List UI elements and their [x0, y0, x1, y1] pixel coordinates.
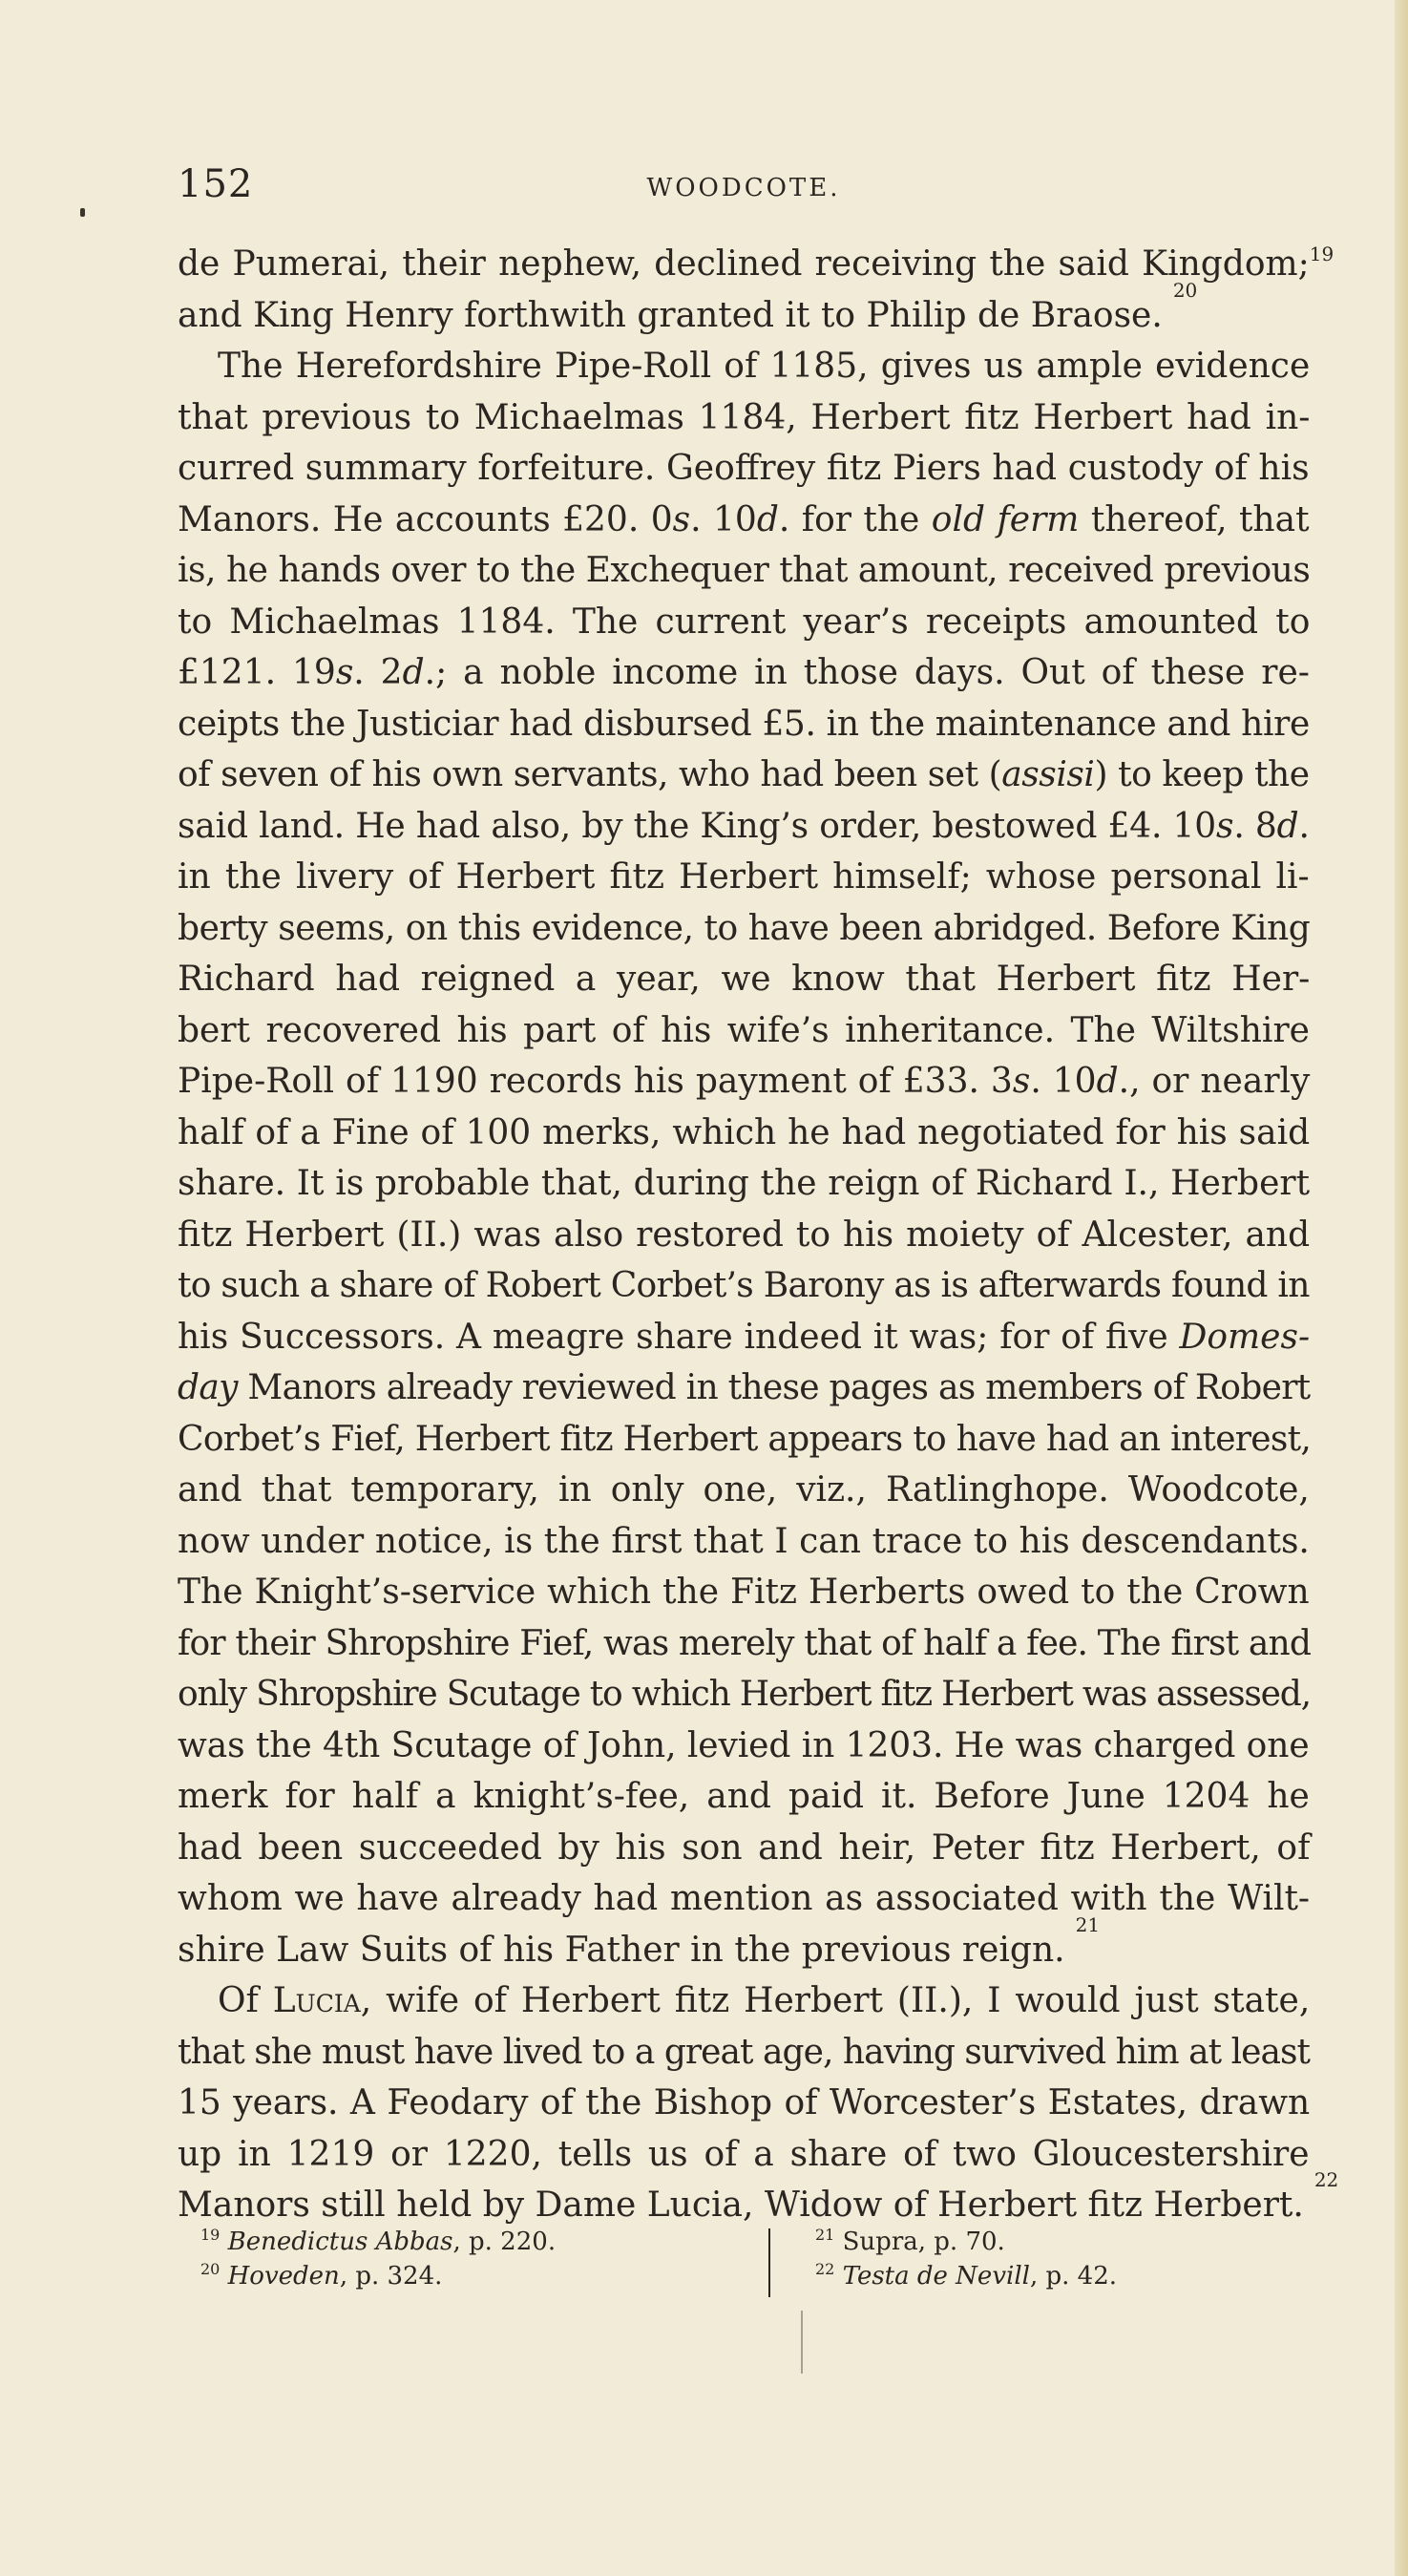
text-line: and King Henry forthwith granted it to Philip de Braose. 20 — [178, 278, 1198, 335]
text-line: half of a Fine of 100 merks, which he had negotiated for his said — [178, 1112, 1311, 1152]
text-line: berty seems, on this evidence, to have been abridged. Before King — [178, 908, 1311, 948]
text-line: share. It is probable that, during the reign of Richard I., Herbert — [178, 1164, 1311, 1203]
text-line: day Manors already reviewed in these pages as members of Robert — [178, 1368, 1311, 1407]
text-line: in the livery of Herbert fitz Herbert himself; whose personal li- — [178, 857, 1310, 897]
text-line: merk for half a knight’s-fee, and paid it. Before June 1204 he — [178, 1777, 1310, 1816]
text-line: £121. 19s. 2d.; a noble income in those days. Out of these re- — [178, 653, 1310, 692]
text-line: now under notice, is the first that I can trace to his descendants. — [178, 1521, 1310, 1561]
running-head: WOODCOTE. — [646, 174, 841, 202]
text-line: up in 1219 or 1220, tells us of a share of two Gloucestershire — [178, 2134, 1310, 2174]
text-line: of seven of his own servants, who had been set (assisi) to keep the — [178, 755, 1310, 794]
text-line: his Successors. A meagre share indeed it was; for of five Domes- — [178, 1317, 1311, 1357]
footnote-20: $^{20}$ Hoveden, p. 324. — [200, 2260, 443, 2291]
text-line: said land. He had also, by the King’s order, bestowed £4. 10s. 8d. — [178, 806, 1310, 846]
text-line: that previous to Michaelmas 1184, Herbert fitz Herbert had in- — [178, 397, 1311, 437]
text-line: Manors. He accounts £20. 0s. 10d. for the old ferm thereof, that — [178, 499, 1310, 539]
text-line: Pipe-Roll of 1190 records his payment of £33. 3s. 10d., or nearly — [178, 1062, 1311, 1101]
text-line: was the 4th Scutage of John, levied in 1203. He was charged one — [178, 1725, 1310, 1765]
footnote-19: $^{19}$ Benedictus Abbas, p. 220. — [200, 2226, 557, 2256]
text-line: de Pumerai, their nephew, declined receiving the said Kingdom;$^{19}$ — [178, 243, 1334, 284]
footnotes — [200, 2225, 1203, 2291]
text-line: to such a share of Robert Corbet’s Barony as is afterwards found in — [178, 1266, 1310, 1305]
text-line: The Knight’s-service which the Fitz Herberts owed to the Crown — [178, 1573, 1310, 1612]
text-line: Richard had reigned a year, we know that Herbert fitz Her- — [178, 960, 1311, 999]
footnote-22: $^{22}$ Testa de Nevill, p. 42. — [815, 2260, 1118, 2291]
footnote-column-left — [200, 2225, 556, 2293]
text-line: curred summary forfeiture. Geoffrey fitz Piers had custody of his — [178, 449, 1310, 488]
text-line: that she must have lived to a great age, having survived him at least — [178, 2032, 1311, 2072]
text-line: Corbet’s Fief, Herbert fitz Herbert appears to have had an interest, — [178, 1419, 1312, 1459]
ink-speck — [80, 208, 85, 217]
text-line: for their Shropshire Fief, was merely that of half a fee. The first and — [178, 1623, 1312, 1663]
text-line: shire Law Suits of his Father in the previous reign. 21 — [178, 1912, 1101, 1970]
text-line: and that temporary, in only one, viz., Ratlinghope. Woodcote, — [178, 1470, 1310, 1510]
footnote-column-right — [815, 2225, 1117, 2293]
page-number: 152 — [178, 162, 254, 206]
text-line: had been succeeded by his son and heir, Peter fitz Herbert, of — [178, 1827, 1311, 1868]
footnote-21: $^{21}$ Supra, p. 70. — [815, 2226, 1005, 2256]
text-line: whom we have already had mention as associated with the Wilt- — [178, 1879, 1311, 1918]
text-line: to Michaelmas 1184. The current year’s receipts amounted to — [178, 602, 1311, 642]
text-line: is, he hands over to the Exchequer that amount, received previous — [178, 551, 1311, 590]
text-line: bert recovered his part of his wife’s inheritance. The Wiltshire — [178, 1010, 1310, 1050]
print-rule-mark — [801, 2311, 803, 2374]
text-line: fitz Herbert (II.) was also restored to his moiety of Alcester, and — [178, 1214, 1311, 1255]
footnote-divider — [768, 2228, 770, 2297]
page-edge — [1395, 0, 1408, 2576]
page-header — [178, 162, 1310, 210]
text-line: 15 years. A Feodary of the Bishop of Worcester’s Estates, drawn — [178, 2083, 1311, 2122]
text-line: only Shropshire Scutage to which Herbert fitz Herbert was assessed, — [178, 1675, 1311, 1714]
text-line: Of Lucia, wife of Herbert fitz Herbert (II.), I would just state, — [218, 1981, 1311, 2020]
body-text — [178, 239, 1339, 2231]
text-line: The Herefordshire Pipe-Roll of 1185, gives us ample evidence — [218, 347, 1311, 386]
text-line: ceipts the Justiciar had disbursed £5. in the maintenance and hire — [178, 704, 1310, 744]
text-line: Manors still held by Dame Lucia, Widow of Herbert fitz Herbert. 22 — [178, 2168, 1339, 2225]
